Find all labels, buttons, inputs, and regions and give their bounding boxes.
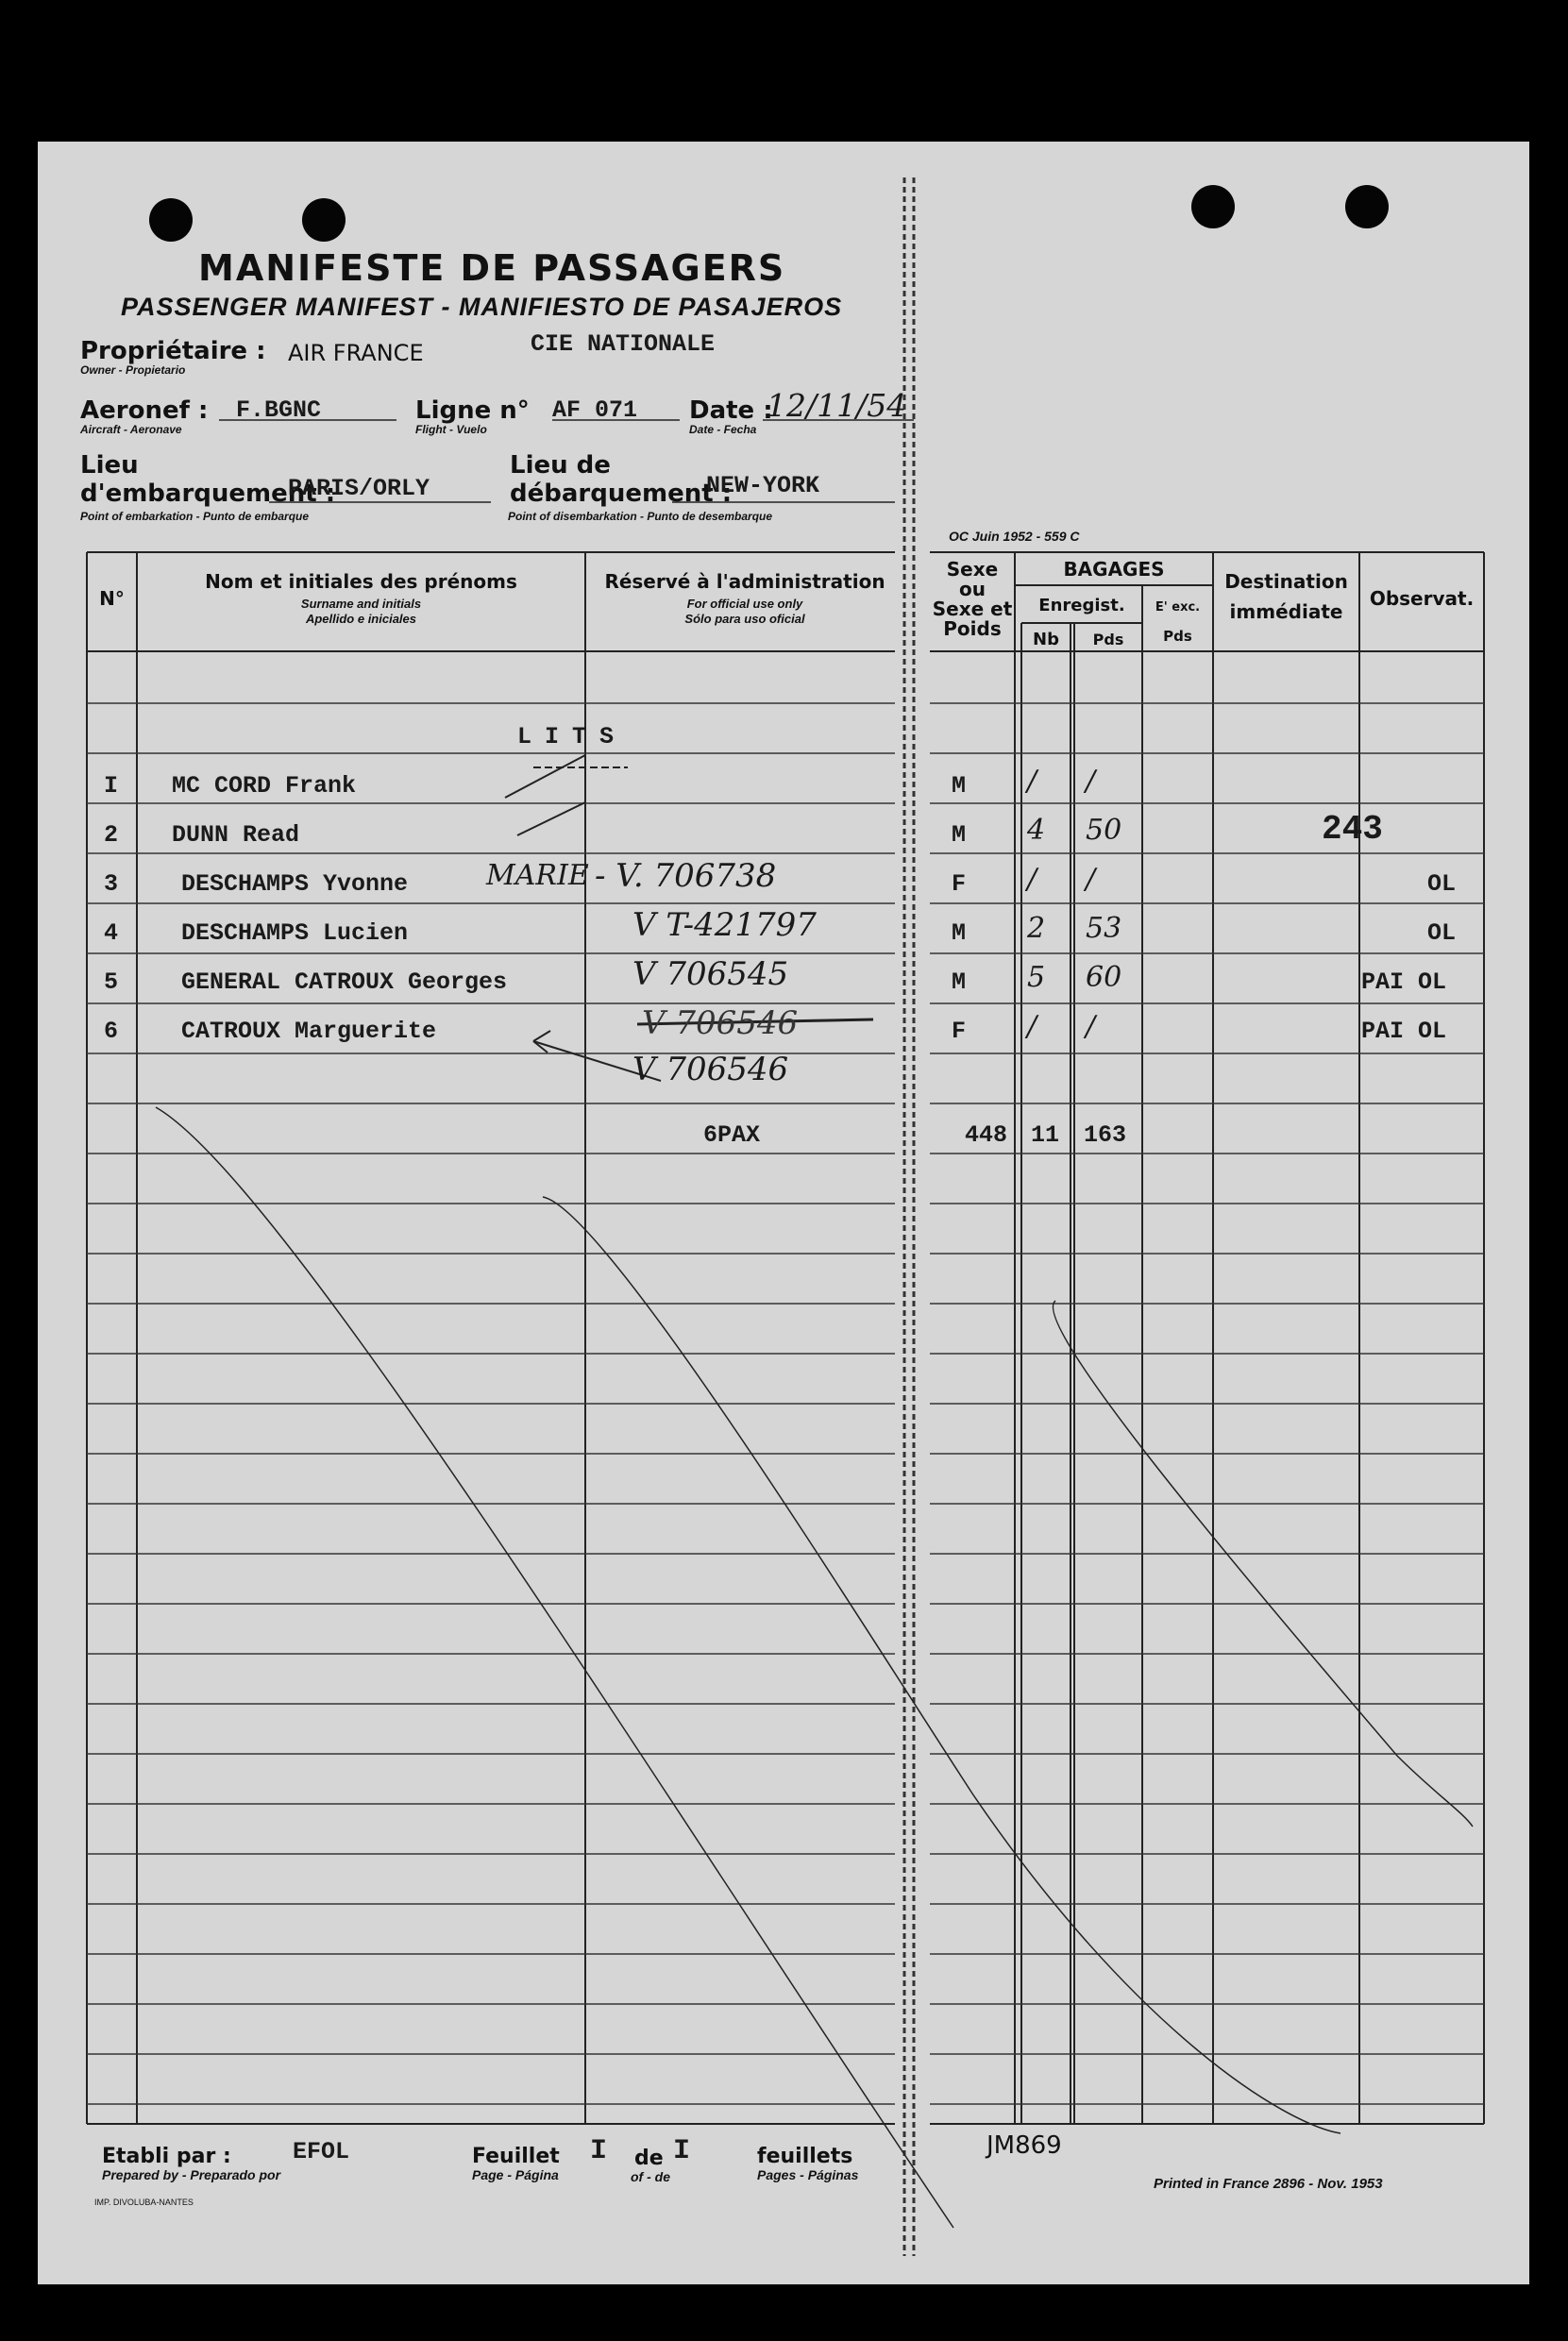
col-baggage: BAGAGES: [1063, 558, 1165, 581]
passenger-observation: OL: [1427, 919, 1457, 947]
passenger-no: 5: [104, 968, 119, 996]
printed-note: Printed in France 2896 - Nov. 1953: [1154, 2176, 1383, 2192]
passenger-baggage-pds: 60: [1086, 961, 1122, 994]
owner-label: Propriétaire :: [80, 337, 266, 365]
of-value: I: [673, 2135, 691, 2167]
owner-sub: Owner - Propietario: [80, 363, 186, 377]
passenger-admin-struck: V 706546: [642, 1004, 799, 1042]
passenger-observation: PAI OL: [1361, 968, 1447, 996]
embark-label-2: d'embarquement :: [80, 480, 336, 508]
reference-code: JM869: [986, 2131, 1062, 2160]
passenger-no: 2: [104, 821, 119, 849]
sheets-label: feuillets: [757, 2145, 853, 2168]
passenger-name: CATROUX Marguerite: [181, 1018, 437, 1045]
established-sub: Prepared by - Preparado por: [102, 2167, 281, 2182]
total-pax: 6PAX: [703, 1121, 761, 1149]
col-admin-sub1: For official use only: [686, 597, 803, 611]
passenger-destination: 243: [1322, 810, 1383, 849]
passenger-name: DUNN Read: [172, 821, 300, 849]
passenger-admin: V T-421797: [632, 906, 817, 944]
total-nb: 11: [1031, 1121, 1060, 1149]
embark-sub: Point of embarkation - Punto de embarque: [80, 510, 310, 523]
passenger-no: 4: [104, 919, 119, 947]
passenger-name-handwritten: MARIE: [486, 859, 589, 892]
passenger-baggage-nb: /: [1027, 863, 1037, 896]
col-destination-1: Destination: [1224, 570, 1348, 593]
passenger-baggage-nb: /: [1027, 1010, 1037, 1043]
passenger-baggage-pds: /: [1086, 1010, 1096, 1043]
passenger-baggage-pds: 50: [1086, 814, 1122, 847]
flight-label: Ligne n°: [415, 396, 530, 425]
col-sex-2: ou: [959, 578, 986, 600]
established-label: Etabli par :: [102, 2145, 231, 2168]
printer-note: IMP. DIVOLUBA-NANTES: [94, 2198, 194, 2207]
passenger-baggage-pds: /: [1086, 765, 1096, 798]
passenger-sex: M: [952, 821, 967, 849]
date-label: Date :: [689, 396, 773, 425]
of-sub: of - de: [631, 2169, 670, 2184]
passenger-no: 3: [104, 870, 119, 898]
col-name: Nom et initiales des prénoms: [205, 570, 517, 593]
col-observ: Observat.: [1369, 587, 1475, 610]
passenger-sex: F: [952, 870, 967, 898]
col-no: N°: [99, 587, 125, 610]
passenger-name: MC CORD Frank: [172, 772, 357, 800]
passenger-admin: - V. 706738: [595, 857, 777, 895]
sheet-sub: Page - Página: [472, 2167, 559, 2182]
passenger-admin: V 706545: [632, 955, 789, 993]
passenger-baggage-nb: /: [1027, 765, 1037, 798]
col-name-sub1: Surname and initials: [300, 597, 422, 611]
embark-label-1: Lieu: [80, 451, 139, 480]
aircraft-value: F.BGNC: [236, 396, 322, 424]
embark-value: PARIS/ORLY: [288, 475, 430, 502]
passenger-name: DESCHAMPS Yvonne: [181, 870, 409, 898]
passenger-sex: M: [952, 919, 967, 947]
page-title: MANIFESTE DE PASSAGERS: [198, 247, 786, 289]
date-sub: Date - Fecha: [689, 423, 757, 436]
passenger-sex: M: [952, 772, 967, 800]
date-value: 12/11/54: [767, 387, 907, 424]
section-label: LITS: [517, 723, 628, 750]
passenger-baggage-pds: 53: [1086, 912, 1122, 945]
passenger-observation: OL: [1427, 870, 1457, 898]
col-admin-sub2: Sólo para uso oficial: [684, 612, 805, 626]
passenger-baggage-nb: 5: [1027, 961, 1046, 994]
col-excess-pds: Pds: [1163, 628, 1192, 645]
passenger-no: 6: [104, 1018, 119, 1045]
col-registered: Enregist.: [1038, 596, 1125, 615]
col-sex-3: Sexe et: [932, 598, 1013, 620]
flight-sub: Flight - Vuelo: [415, 423, 487, 436]
passenger-name: GENERAL CATROUX Georges: [181, 968, 508, 996]
total-weight: 448: [965, 1121, 1008, 1149]
aircraft-sub: Aircraft - Aeronave: [80, 423, 182, 436]
owner-typed: CIE NATIONALE: [531, 330, 716, 358]
passenger-name: DESCHAMPS Lucien: [181, 919, 409, 947]
passenger-baggage-nb: 4: [1027, 814, 1046, 847]
disembark-value: NEW-YORK: [706, 472, 820, 499]
col-excess: E' exc.: [1155, 600, 1201, 615]
passenger-no: I: [104, 772, 119, 800]
col-name-sub2: Apellido e iniciales: [305, 612, 417, 626]
sheets-sub: Pages - Páginas: [757, 2167, 859, 2182]
disembark-label-2: débarquement :: [510, 480, 733, 508]
sheet-value: I: [590, 2135, 608, 2167]
col-admin: Réservé à l'administration: [604, 570, 885, 593]
established-value: EFOL: [293, 2138, 350, 2165]
of-label: de: [634, 2147, 664, 2170]
sheet-label: Feuillet: [472, 2145, 560, 2168]
col-pds: Pds: [1092, 631, 1124, 648]
passenger-baggage-nb: 2: [1027, 912, 1046, 945]
flight-value: AF 071: [552, 396, 638, 424]
disembark-label-1: Lieu de: [510, 451, 611, 480]
passenger-sex: M: [952, 968, 967, 996]
passenger-observation: PAI OL: [1361, 1018, 1447, 1045]
passenger-sex: F: [952, 1018, 967, 1045]
col-nb: Nb: [1033, 630, 1059, 649]
total-pds: 163: [1084, 1121, 1127, 1149]
col-sex-4: Poids: [943, 617, 1002, 640]
owner-value: AIR FRANCE: [288, 340, 424, 366]
col-sex-1: Sexe: [946, 558, 999, 581]
form-code: OC Juin 1952 - 559 C: [949, 529, 1080, 544]
passenger-baggage-pds: /: [1086, 863, 1096, 896]
disembark-sub: Point of disembarkation - Punto de desembarque: [508, 510, 773, 523]
col-destination-2: immédiate: [1229, 600, 1343, 623]
page-subtitle: PASSENGER MANIFEST - MANIFIESTO DE PASAJEROS: [121, 293, 843, 321]
aircraft-label: Aeronef :: [80, 396, 209, 425]
passenger-admin: V 706546: [632, 1051, 789, 1088]
